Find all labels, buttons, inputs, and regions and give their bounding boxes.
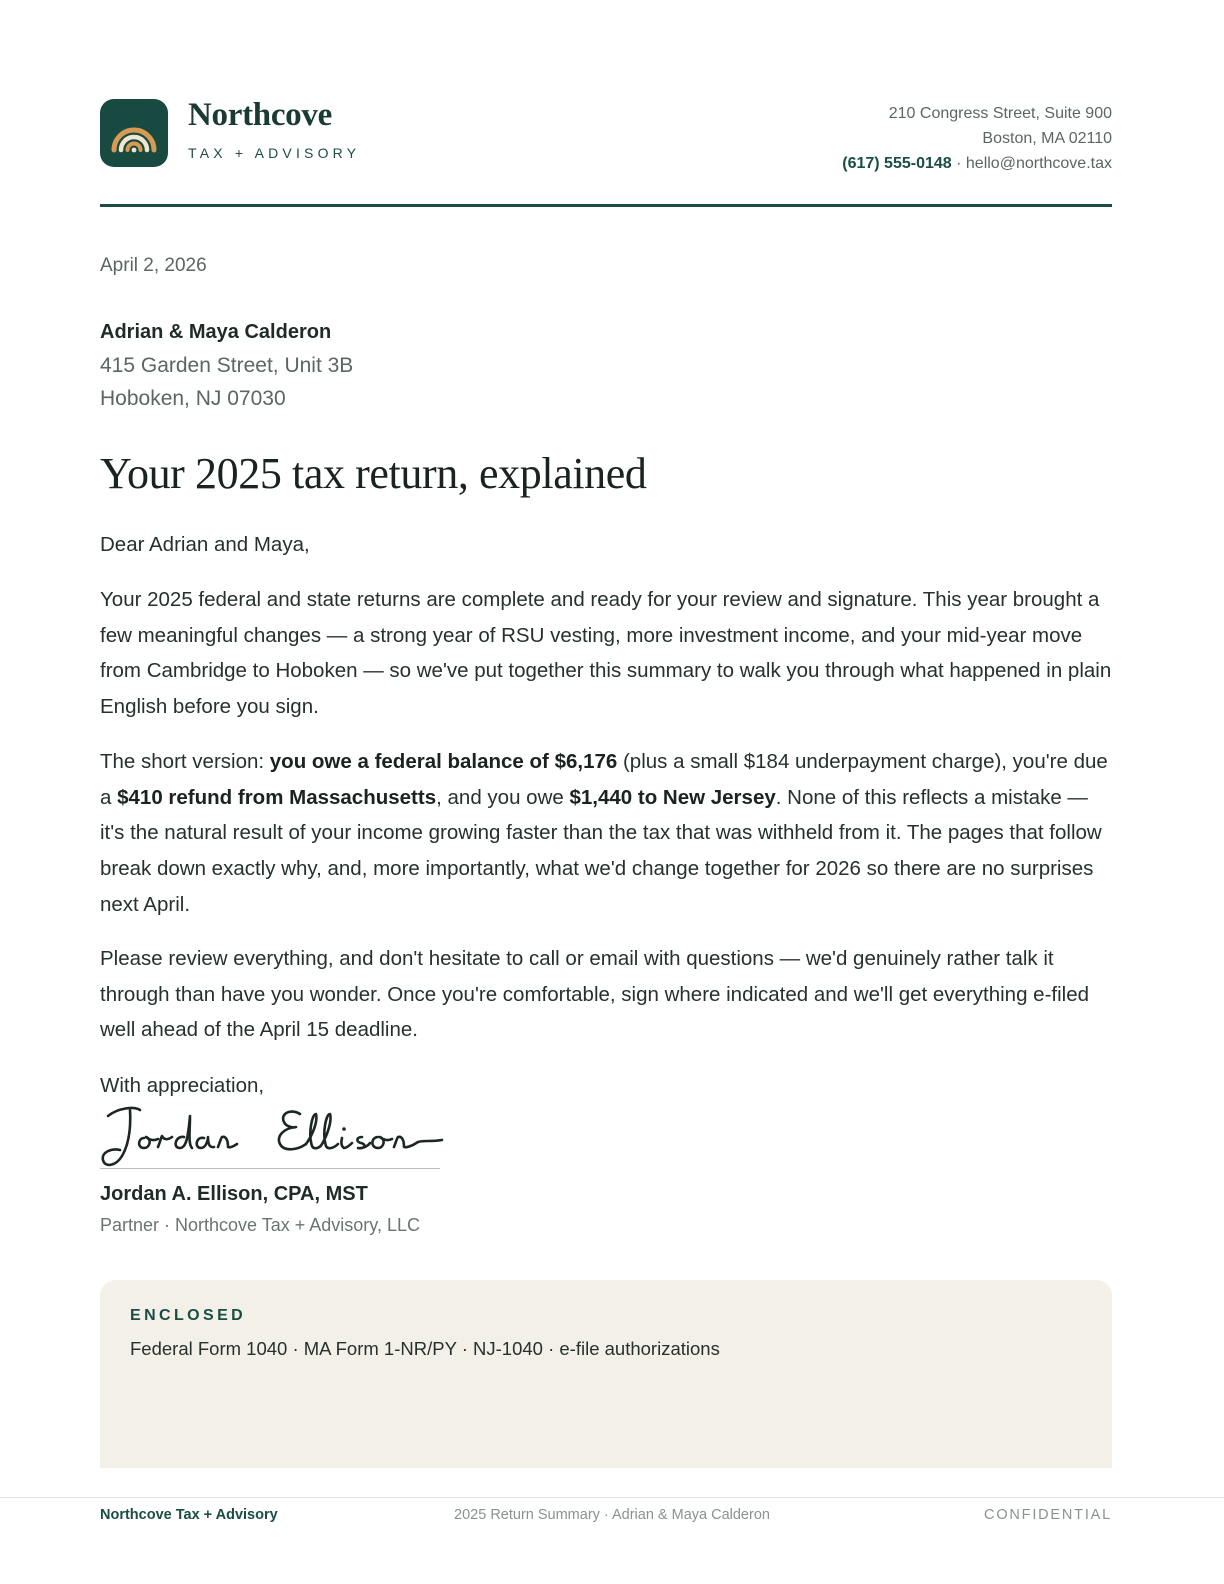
p2-text-2: (plus a small $184 underpayment charge), you're due a (100, 750, 1108, 809)
recipient-city: Hoboken, NJ 07030 (100, 387, 286, 410)
body-paragraph-3: Please review everything, and don't hesitate to call or email with questions — we'd genuinely rather talk it through than have you wonder. Once you're comfortable, sign where indicated and we'll get everything e-filed well ahead of the April 15 deadline. (100, 947, 1090, 1042)
brand-tagline: TAX + ADVISORY (188, 145, 361, 161)
footer-center: 2025 Return Summary · Adrian & Maya Calderon (454, 1507, 770, 1523)
letter-date: April 2, 2026 (100, 255, 207, 276)
firm-email[interactable]: hello@northcove.tax (965, 155, 1112, 172)
letter-title: Your 2025 tax return, explained (100, 449, 647, 498)
letter-page (100, 0, 1112, 1584)
p2-text-1: The short version: (100, 750, 270, 773)
p2-text-4: . None of this reflects a mistake — it's the natural result of your income growing faster than the tax that was withheld from it. The pages that follow break down exactly why, and, more importantly, what we'd change together for 2026 so there are no surprises next April. (100, 785, 1102, 916)
footer-left: Northcove Tax + Advisory (100, 1507, 278, 1523)
nj-owed-highlight: $1,440 to New Jersey (569, 785, 776, 809)
brand-name: Northcove (188, 97, 332, 133)
signature-line (100, 1168, 440, 1169)
recipient-street: 415 Garden Street, Unit 3B (100, 354, 354, 377)
ma-refund-highlight: $410 refund from Massachusetts (117, 785, 437, 809)
closing: With appreciation, (100, 1074, 265, 1097)
firm-address-line1: 210 Congress Street, Suite 900 (888, 105, 1112, 122)
firm-contact-line (842, 151, 1112, 176)
firm-contact-block (842, 101, 1112, 176)
body-paragraph-1: Your 2025 federal and state returns are complete and ready for your review and signature. This year brought a few meaningful changes — a strong year of RSU vesting, more investment income, and your mid-year move from Cambridge to Hoboken — so we've put together this summary to walk you through what happened in plain English before you sign. (100, 588, 1112, 719)
signature-drawing (100, 1100, 445, 1170)
footer-right: CONFIDENTIAL (984, 1507, 1112, 1523)
recipient-block (100, 316, 353, 415)
enclosed-label: ENCLOSED (130, 1307, 247, 1324)
handwritten-signature (100, 1100, 445, 1170)
greeting: Dear Adrian and Maya, (100, 533, 310, 556)
signer-name: Jordan A. Ellison, CPA, MST (100, 1183, 368, 1205)
body-paragraph-2 (100, 744, 1112, 923)
northcove-logo (100, 99, 168, 167)
federal-balance-highlight: you owe a federal balance of $6,176 (269, 750, 618, 773)
footer-divider (0, 1497, 1224, 1498)
contact-separator: · (951, 155, 966, 172)
firm-phone[interactable]: (617) 555-0148 (842, 155, 952, 172)
enclosed-items: Federal Form 1040 · MA Form 1-NR/PY · NJ-1040 · e-file authorizations (130, 1338, 720, 1359)
p2-text-3: , and you owe (436, 785, 570, 809)
firm-address-line2: Boston, MA 02110 (982, 130, 1112, 147)
letterhead-divider (100, 204, 1112, 207)
signer-role: Partner · Northcove Tax + Advisory, LLC (100, 1215, 420, 1235)
recipient-name: Adrian & Maya Calderon (100, 321, 332, 343)
enclosed-box (100, 1280, 1112, 1468)
rainbow-arc-icon (100, 99, 168, 167)
